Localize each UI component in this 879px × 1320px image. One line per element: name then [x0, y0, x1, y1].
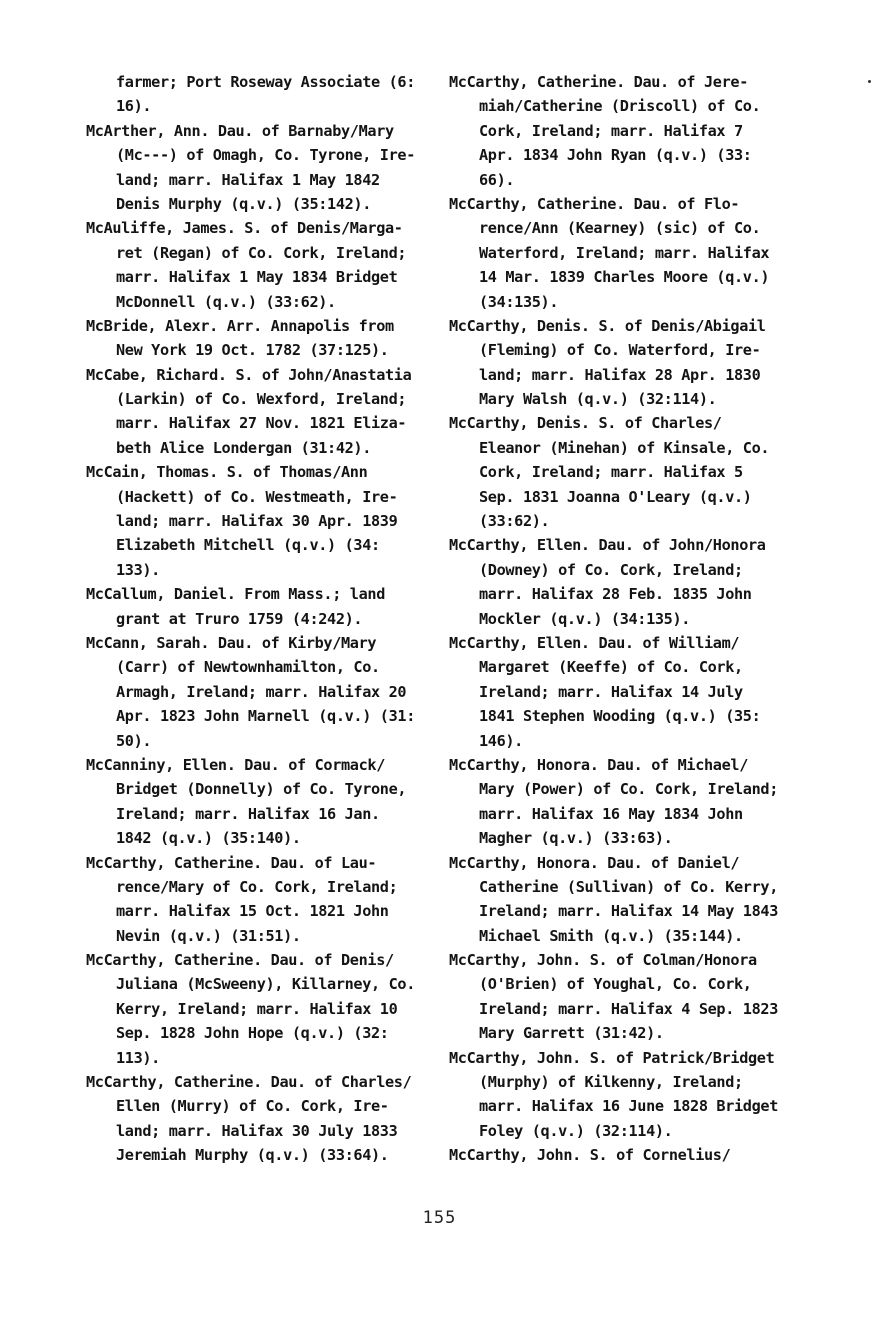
- entry-line: Ellen (Murry) of Co. Cork, Ire-: [116, 1097, 389, 1116]
- entry-heading-line: McCarthy, Ellen. Dau. of William/: [449, 633, 740, 652]
- entry-line: 1842 (q.v.) (35:140).: [116, 829, 301, 848]
- entry-line: marr. Halifax 28 Feb. 1835 John: [479, 585, 752, 604]
- entry: [86, 363, 441, 461]
- entry-line: ret (Regan) of Co. Cork, Ireland;: [116, 243, 407, 262]
- entry-line: Armagh, Ireland; marr. Halifax 20: [116, 682, 407, 701]
- entry-line: New York 19 Oct. 1782 (37:125).: [116, 341, 389, 360]
- entry-line: (33:62).: [479, 512, 550, 531]
- entry-line: Apr. 1834 John Ryan (q.v.) (33:: [479, 146, 752, 165]
- entry-heading-line: McCarthy, Catherine. Dau. of Charles/: [86, 1073, 412, 1092]
- entry-line: Sep. 1831 Joanna O'Leary (q.v.): [479, 487, 752, 506]
- entry-line: 16).: [116, 97, 152, 116]
- entry-line: Mary (Power) of Co. Cork, Ireland;: [479, 780, 778, 799]
- entry-heading-line: McAuliffe, James. S. of Denis/Marga-: [86, 219, 403, 238]
- entry-line: Sep. 1828 John Hope (q.v.) (32:: [116, 1024, 389, 1043]
- entry: [449, 948, 804, 1046]
- entry: [86, 119, 441, 217]
- entry-line: Foley (q.v.) (32:114).: [479, 1121, 673, 1140]
- entry-heading-line: McCarthy, Catherine. Dau. of Denis/: [86, 951, 394, 970]
- entry-heading-line: McCarthy, Catherine. Dau. of Lau-: [86, 853, 377, 872]
- entry: [86, 582, 441, 631]
- entry-line: 66).: [479, 170, 515, 189]
- entry-line: marr. Halifax 16 June 1828 Bridget: [479, 1097, 778, 1116]
- entry-heading-line: McBride, Alexr. Arr. Annapolis from: [86, 316, 394, 335]
- entry-line: (Carr) of Newtownhamilton, Co.: [116, 658, 380, 677]
- entry-heading-line: McArther, Ann. Dau. of Barnaby/Mary: [86, 121, 394, 140]
- entry-line: Cork, Ireland; marr. Halifax 5: [479, 463, 743, 482]
- entry-line: 1841 Stephen Wooding (q.v.) (35:: [479, 707, 761, 726]
- entry: [86, 216, 441, 314]
- entry: [86, 948, 441, 1070]
- entry: [449, 753, 804, 851]
- entry-line: rence/Ann (Kearney) (sic) of Co.: [479, 219, 761, 238]
- entry-line: Jeremiah Murphy (q.v.) (33:64).: [116, 1146, 389, 1165]
- entry-line: Ireland; marr. Halifax 14 July: [479, 682, 743, 701]
- entry-heading-line: McCarthy, Catherine. Dau. of Flo-: [449, 194, 740, 213]
- entry-line: Magher (q.v.) (33:63).: [479, 829, 673, 848]
- entry: [449, 70, 804, 192]
- entry-line: Michael Smith (q.v.) (35:144).: [479, 926, 743, 945]
- entry-line: Eleanor (Minehan) of Kinsale, Co.: [479, 438, 770, 457]
- entry-line: Ireland; marr. Halifax 16 Jan.: [116, 804, 380, 823]
- entry-line: (Fleming) of Co. Waterford, Ire-: [479, 341, 761, 360]
- entry: [449, 314, 804, 412]
- entry-line: Nevin (q.v.) (31:51).: [116, 926, 301, 945]
- entry-heading-line: McCarthy, John. S. of Colman/Honora: [449, 951, 757, 970]
- entry-line: Mary Garrett (31:42).: [479, 1024, 664, 1043]
- entry: [86, 753, 441, 851]
- entry-heading-line: McCabe, Richard. S. of John/Anastatia: [86, 365, 412, 384]
- entry-line: grant at Truro 1759 (4:242).: [116, 609, 363, 628]
- entry-heading-line: McCain, Thomas. S. of Thomas/Ann: [86, 463, 368, 482]
- entry-line: (34:135).: [479, 292, 559, 311]
- entry-line: Ireland; marr. Halifax 4 Sep. 1823: [479, 999, 778, 1018]
- entry: [86, 314, 441, 363]
- entry-heading-line: McCarthy, Honora. Dau. of Daniel/: [449, 853, 740, 872]
- entry-line: Cork, Ireland; marr. Halifax 7: [479, 121, 743, 140]
- entry-line: (Murphy) of Kilkenny, Ireland;: [479, 1073, 743, 1092]
- entry-heading-line: McCarthy, Catherine. Dau. of Jere-: [449, 73, 748, 91]
- entry: [449, 533, 804, 631]
- entry-line: Bridget (Donnelly) of Co. Tyrone,: [116, 780, 407, 799]
- entry-line: 133).: [116, 560, 160, 579]
- entry-line: miah/Catherine (Driscoll) of Co.: [479, 97, 761, 116]
- entry-line: 146).: [479, 731, 523, 750]
- entry-heading-line: McCarthy, John. S. of Patrick/Bridget: [449, 1048, 775, 1067]
- entry-line: marr. Halifax 16 May 1834 John: [479, 804, 743, 823]
- entry: [86, 460, 441, 582]
- entry-heading-line: McCallum, Daniel. From Mass.; land: [86, 585, 385, 604]
- entry: [86, 851, 441, 949]
- entry-heading-line: McCarthy, Denis. S. of Denis/Abigail: [449, 316, 766, 335]
- entry: [86, 70, 441, 119]
- entry-heading-line: farmer; Port Roseway Associate (6:: [116, 73, 415, 91]
- entry-line: Apr. 1823 John Marnell (q.v.) (31:: [116, 707, 415, 726]
- entry-line: land; marr. Halifax 1 May 1842: [116, 170, 380, 189]
- entry-line: Waterford, Ireland; marr. Halifax: [479, 243, 770, 262]
- entry-line: (Downey) of Co. Cork, Ireland;: [479, 560, 743, 579]
- entry-line: Juliana (McSweeny), Killarney, Co.: [116, 975, 415, 994]
- entry-line: McDonnell (q.v.) (33:62).: [116, 292, 336, 311]
- entry-line: marr. Halifax 27 Nov. 1821 Eliza-: [116, 414, 407, 433]
- entry-line: Mary Walsh (q.v.) (32:114).: [479, 390, 717, 409]
- entry-heading-line: McCarthy, Ellen. Dau. of John/Honora: [449, 536, 766, 555]
- scan-speck: [868, 80, 871, 83]
- entry-line: (Hackett) of Co. Westmeath, Ire-: [116, 487, 398, 506]
- entry-heading-line: McCarthy, Honora. Dau. of Michael/: [449, 755, 748, 774]
- entry: [449, 631, 804, 753]
- entry-line: (Mc---) of Omagh, Co. Tyrone, Ire-: [116, 146, 415, 165]
- entry: [449, 1143, 804, 1167]
- entry-heading-line: McCarthy, Denis. S. of Charles/: [449, 414, 722, 433]
- entry: [449, 411, 804, 533]
- entry-line: Margaret (Keeffe) of Co. Cork,: [479, 658, 743, 677]
- entry-heading-line: McCanniny, Ellen. Dau. of Cormack/: [86, 755, 385, 774]
- entry-line: marr. Halifax 15 Oct. 1821 John: [116, 902, 389, 921]
- entry: [449, 1046, 804, 1144]
- entry-line: land; marr. Halifax 28 Apr. 1830: [479, 365, 761, 384]
- left-column: [86, 70, 441, 1168]
- entry-line: Ireland; marr. Halifax 14 May 1843: [479, 902, 778, 921]
- entry-line: Catherine (Sullivan) of Co. Kerry,: [479, 877, 778, 896]
- entry-line: land; marr. Halifax 30 Apr. 1839: [116, 512, 398, 531]
- entry-line: Denis Murphy (q.v.) (35:142).: [116, 194, 372, 213]
- entry-line: marr. Halifax 1 May 1834 Bridget: [116, 268, 398, 287]
- entry-line: (Larkin) of Co. Wexford, Ireland;: [116, 390, 407, 409]
- entry-heading-line: McCann, Sarah. Dau. of Kirby/Mary: [86, 633, 377, 652]
- entry: [86, 1070, 441, 1168]
- entry-line: Elizabeth Mitchell (q.v.) (34:: [116, 536, 380, 555]
- entry: [449, 192, 804, 314]
- entry-line: beth Alice Londergan (31:42).: [116, 438, 372, 457]
- entry: [86, 631, 441, 753]
- entry-line: 50).: [116, 731, 152, 750]
- entry-line: rence/Mary of Co. Cork, Ireland;: [116, 877, 398, 896]
- page-number: 155: [422, 1208, 457, 1228]
- entry-line: 113).: [116, 1048, 160, 1067]
- entry: [449, 851, 804, 949]
- entry-line: (O'Brien) of Youghal, Co. Cork,: [479, 975, 752, 994]
- entry-line: Mockler (q.v.) (34:135).: [479, 609, 691, 628]
- entry-line: land; marr. Halifax 30 July 1833: [116, 1121, 398, 1140]
- entry-line: 14 Mar. 1839 Charles Moore (q.v.): [479, 268, 770, 287]
- entry-line: Kerry, Ireland; marr. Halifax 10: [116, 999, 398, 1018]
- entry-heading-line: McCarthy, John. S. of Cornelius/: [449, 1146, 731, 1165]
- right-column: [449, 70, 804, 1168]
